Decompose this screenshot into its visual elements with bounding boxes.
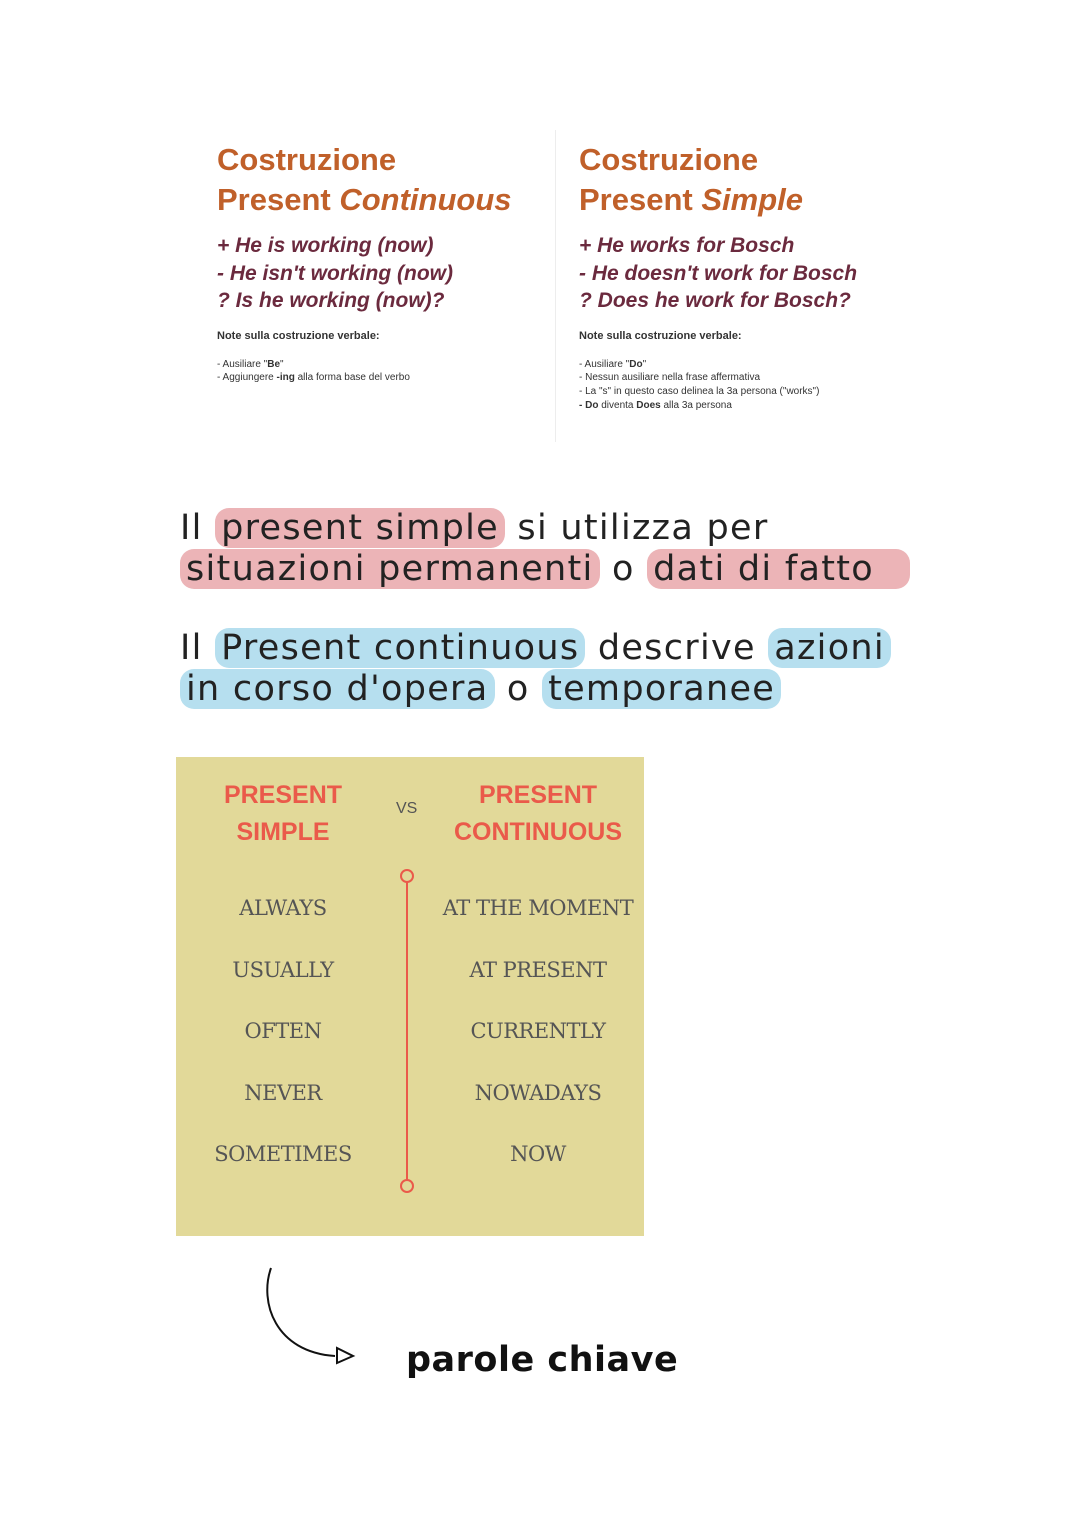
list-item: NOW [510, 1142, 566, 1166]
example-sentences [579, 232, 919, 315]
timeline-top-dot [400, 869, 414, 883]
present-simple-usage: Il present simple si utilizza per situazioni permanenti o dati di fatto [180, 508, 940, 590]
highlight-blue: Present continuous [215, 628, 585, 668]
timeline-bottom-dot [400, 1179, 414, 1193]
highlight-red: present simple [215, 508, 505, 548]
panel-title: Costruzione Present Continuous [217, 142, 512, 217]
highlight-red: dati di fatto [647, 549, 910, 589]
example-affirmative: + He is working (now) [217, 234, 434, 257]
present-continuous-panel [217, 140, 547, 385]
notes-title: Note sulla costruzione verbale: [217, 329, 380, 342]
present-continuous-keywords [428, 888, 648, 1196]
notes-list [217, 358, 547, 386]
list-item: NEVER [244, 1080, 322, 1105]
example-question: ? Is he working (now)? [217, 289, 445, 312]
highlight-blue: azioni [768, 628, 891, 668]
example-affirmative: + He works for Bosch [579, 234, 795, 257]
list-item: USUALLY [232, 957, 334, 982]
present-continuous-usage: Il Present continuous descrive azioni in corso d'opera o temporanee [180, 628, 940, 710]
note-item: - Aggiungere -ing alla forma base del verbo [217, 372, 410, 384]
panel-divider [555, 130, 556, 442]
note-item: - Nessun ausiliare nella frase affermativa [579, 372, 761, 384]
note-item: - Ausiliare "Do" [579, 358, 647, 370]
example-negative: - He doesn't work for Bosch [579, 261, 858, 285]
list-item: NOWADAYS [474, 1080, 602, 1105]
present-continuous-header: PRESENT CONTINUOUS [453, 781, 623, 846]
list-item: CURRENTLY [470, 1019, 606, 1043]
notes-list [579, 358, 919, 413]
highlight-blue: in corso d'opera [180, 669, 495, 709]
present-simple-panel [579, 140, 919, 413]
notes-title: Note sulla costruzione verbale: [579, 329, 742, 342]
example-sentences [217, 232, 547, 315]
present-simple-keywords [173, 888, 393, 1196]
timeline-line [406, 882, 408, 1185]
note-item: - Do diventa Does alla 3a persona [579, 399, 732, 411]
list-item: AT PRESENT [469, 957, 607, 982]
note-item: - La "s" in questo caso delinea la 3a persona ("works") [579, 386, 820, 398]
present-simple-header: PRESENT SIMPLE [223, 781, 343, 846]
list-item: SOMETIMES [214, 1142, 352, 1166]
comparison-card [176, 757, 644, 1236]
note-item: - Ausiliare "Be" [217, 358, 284, 370]
curved-arrow-icon [255, 1262, 365, 1372]
list-item: AT THE MOMENT [442, 896, 634, 920]
panel-title: Costruzione Present Simple [579, 142, 803, 217]
keywords-label: parole chiave [406, 1340, 679, 1380]
vs-label: VS [396, 800, 418, 817]
example-question: ? Does he work for Bosch? [579, 289, 851, 312]
highlight-blue: temporanee [542, 669, 781, 709]
highlight-red: situazioni permanenti [180, 549, 600, 589]
list-item: OFTEN [244, 1019, 322, 1043]
example-negative: - He isn't working (now) [217, 261, 453, 285]
list-item: ALWAYS [239, 896, 327, 920]
